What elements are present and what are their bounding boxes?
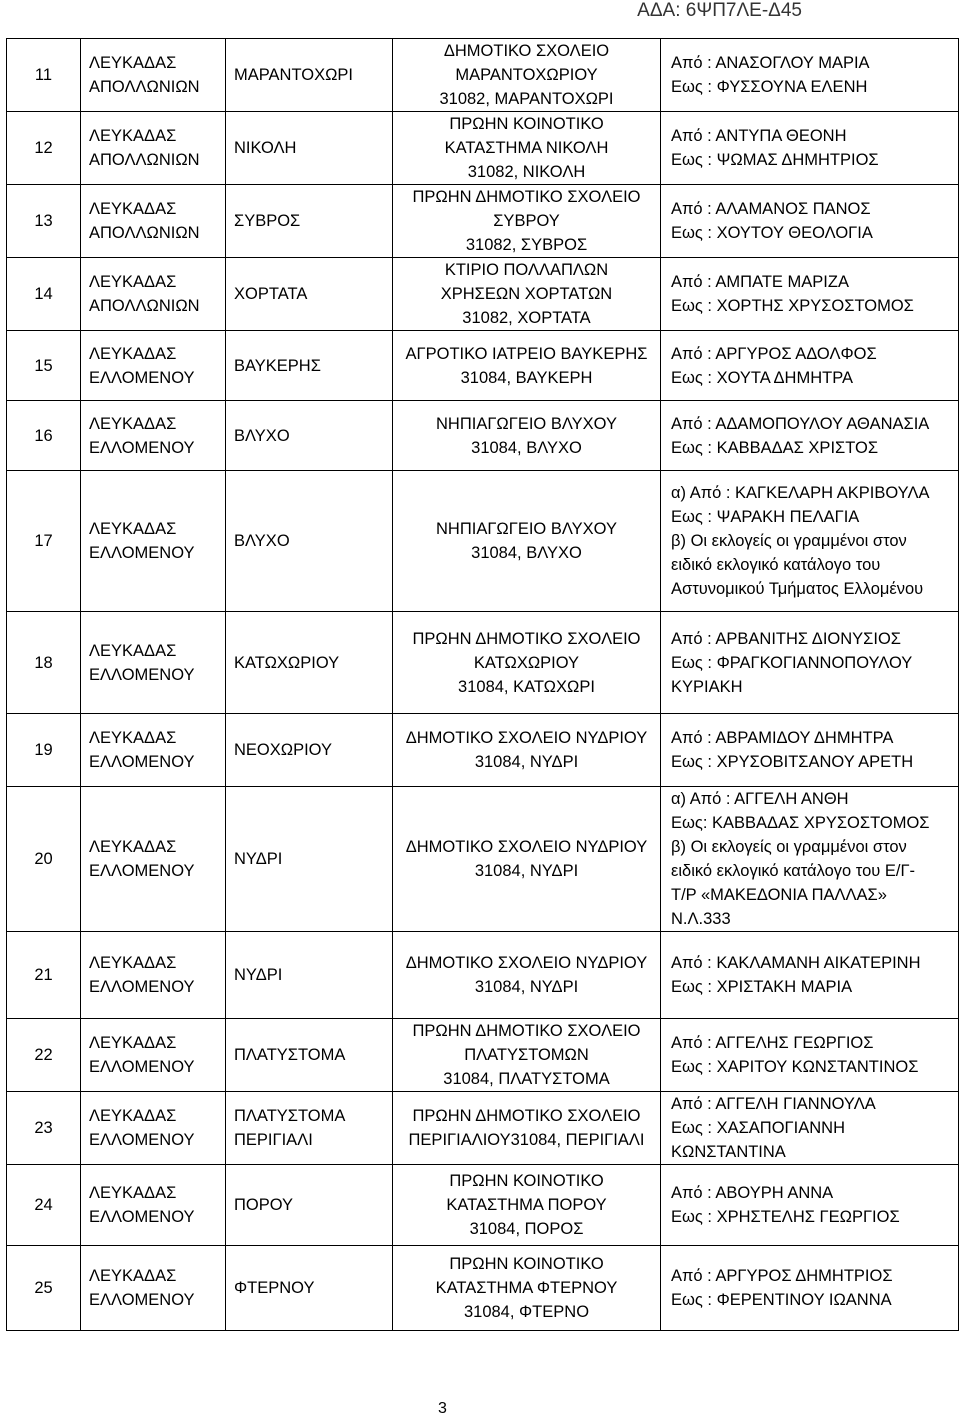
cell-line: ΛΕΥΚΑΔΑΣ bbox=[89, 729, 177, 747]
cell-line: Από : ΑΔΑΜΟΠΟΥΛΟΥ ΑΘΑΝΑΣΙΑ bbox=[671, 414, 930, 433]
municipality-cell bbox=[81, 1246, 226, 1331]
cell-line: ΕΛΛΟΜΕΝΟΥ bbox=[89, 978, 195, 996]
cell-line: ΠΛΑΤΥΣΤΟΜΑ bbox=[234, 1046, 346, 1064]
row-number-cell: 23 bbox=[7, 1092, 81, 1165]
voter-range-cell bbox=[661, 258, 959, 331]
cell-line: Εως : ΧΟΥΤΑ ΔΗΜΗΤΡΑ bbox=[671, 368, 853, 387]
cell-line: ΚΥΡΙΑΚΗ bbox=[671, 677, 743, 696]
cell-line: 31084, ΝΥΔΡΙ bbox=[474, 862, 579, 880]
cell-line: ΛΕΥΚΑΔΑΣ bbox=[89, 1107, 177, 1125]
station-address-cell bbox=[393, 112, 661, 185]
municipality-cell bbox=[81, 1092, 226, 1165]
municipality-cell bbox=[81, 331, 226, 401]
cell-line: ΚΩΝΣΤΑΝΤΙΝΑ bbox=[671, 1143, 786, 1161]
cell-line: ΒΛΥΧΟ bbox=[234, 532, 290, 550]
cell-line: ΑΠΟΛΛΩΝΙΩΝ bbox=[89, 78, 200, 96]
table-row bbox=[7, 1019, 959, 1092]
cell-line: ΑΠΟΛΛΩΝΙΩΝ bbox=[89, 151, 200, 169]
cell-line: ΠΡΩΗΝ ΔΗΜΟΤΙΚΟ ΣΧΟΛΕΙΟ bbox=[412, 1022, 641, 1040]
voter-range-cell bbox=[661, 331, 959, 401]
cell-line: ΔΗΜΟΤΙΚΟ ΣΧΟΛΕΙΟ ΝΥΔΡΙΟΥ bbox=[405, 954, 648, 972]
station-address-cell bbox=[393, 185, 661, 258]
cell-line: ΛΕΥΚΑΔΑΣ bbox=[89, 1034, 177, 1052]
locality-cell bbox=[226, 1092, 393, 1165]
station-address-cell bbox=[393, 714, 661, 787]
cell-line: ΝΥΔΡΙ bbox=[234, 966, 283, 984]
table-row bbox=[7, 932, 959, 1019]
cell-line: Εως : ΧΑΡΙΤΟΥ ΚΩΝΣΤΑΝΤΙΝΟΣ bbox=[671, 1058, 919, 1076]
cell-line: ΕΛΛΟΜΕΝΟΥ bbox=[89, 438, 195, 457]
municipality-cell bbox=[81, 714, 226, 787]
polling-stations-table bbox=[6, 38, 959, 1331]
row-number-cell: 17 bbox=[7, 471, 81, 612]
cell-line: ΛΕΥΚΑΔΑΣ bbox=[89, 1184, 177, 1202]
cell-line: ΦΤΕΡΝΟΥ bbox=[234, 1279, 315, 1297]
locality-cell bbox=[226, 787, 393, 932]
row-number-cell: 21 bbox=[7, 932, 81, 1019]
cell-line: Από : ΑΝΤΥΠΑ ΘΕΟΝΗ bbox=[671, 127, 847, 145]
cell-line: Εως : ΧΡΥΣΟΒΙΤΣΑΝΟΥ ΑΡΕΤΗ bbox=[671, 753, 914, 771]
cell-line: ΕΛΛΟΜΕΝΟΥ bbox=[89, 753, 195, 771]
cell-line: ΝΗΠΙΑΓΩΓΕΙΟ ΒΛΥΧΟΥ bbox=[436, 414, 617, 433]
station-address-cell bbox=[393, 401, 661, 471]
cell-line: Εως : ΧΟΡΤΗΣ ΧΡΥΣΟΣΤΟΜΟΣ bbox=[671, 297, 914, 315]
station-address-cell bbox=[393, 1165, 661, 1246]
cell-line: Από : ΚΑΚΛΑΜΑΝΗ ΑΙΚΑΤΕΡΙΝΗ bbox=[671, 954, 921, 972]
voter-range-cell bbox=[661, 185, 959, 258]
cell-line: ΕΛΛΟΜΕΝΟΥ bbox=[89, 544, 195, 562]
station-address-cell bbox=[393, 1019, 661, 1092]
table-row bbox=[7, 258, 959, 331]
cell-line: Από : ΑΒΟΥΡΗ ΑΝΝΑ bbox=[671, 1184, 834, 1202]
cell-line: ΛΕΥΚΑΔΑΣ bbox=[89, 838, 177, 856]
cell-line: Εως : ΦΡΑΓΚΟΓΙΑΝΝΟΠΟΥΛΟΥ bbox=[671, 653, 913, 672]
cell-line: ΔΗΜΟΤΙΚΟ ΣΧΟΛΕΙΟ bbox=[443, 42, 610, 60]
cell-line: ΑΠΟΛΛΩΝΙΩΝ bbox=[89, 224, 200, 242]
voter-range-cell bbox=[661, 714, 959, 787]
cell-line: ΝΕΟΧΩΡΙΟΥ bbox=[234, 741, 332, 759]
cell-line: α) Από : ΚΑΓΚΕΛΑΡΗ ΑΚΡΙΒΟΥΛΑ bbox=[671, 484, 930, 502]
cell-line: ΛΕΥΚΑΔΑΣ bbox=[89, 1267, 177, 1285]
locality-cell bbox=[226, 331, 393, 401]
cell-line: Από : ΑΓΓΕΛΗΣ ΓΕΩΡΓΙΟΣ bbox=[671, 1034, 874, 1052]
cell-line: Από : ΑΡΓΥΡΟΣ ΔΗΜΗΤΡΙΟΣ bbox=[671, 1267, 893, 1285]
cell-line: 31084, ΦΤΕΡΝΟ bbox=[463, 1303, 590, 1321]
cell-line: Τ/Ρ «ΜΑΚΕΔΟΝΙΑ ΠΑΛΛΑΣ» bbox=[671, 886, 887, 904]
voter-range-cell bbox=[661, 471, 959, 612]
station-address-cell bbox=[393, 1092, 661, 1165]
cell-line: 31082, ΧΟΡΤΑΤΑ bbox=[462, 309, 591, 327]
locality-cell bbox=[226, 112, 393, 185]
cell-line: Από : ΑΒΡΑΜΙΔΟΥ ΔΗΜΗΤΡΑ bbox=[671, 729, 894, 747]
table-row bbox=[7, 612, 959, 714]
cell-line: ΕΛΛΟΜΕΝΟΥ bbox=[89, 1131, 195, 1149]
row-number-cell: 12 bbox=[7, 112, 81, 185]
locality-cell bbox=[226, 39, 393, 112]
cell-line: ΚΑΤΑΣΤΗΜΑ ΝΙΚΟΛΗ bbox=[444, 139, 609, 157]
cell-line: 31084, ΝΥΔΡΙ bbox=[474, 753, 579, 771]
table-row bbox=[7, 112, 959, 185]
station-address-cell bbox=[393, 787, 661, 932]
voter-range-cell bbox=[661, 612, 959, 714]
cell-line: 31084, ΠΟΡΟΣ bbox=[469, 1220, 584, 1238]
station-address-cell bbox=[393, 258, 661, 331]
cell-line: Εως : ΧΑΣΑΠΟΓΙΑΝΝΗ bbox=[671, 1119, 845, 1137]
cell-line: 31084, ΝΥΔΡΙ bbox=[474, 978, 579, 996]
cell-line: α) Από : ΑΓΓΕΛΗ ΑΝΘΗ bbox=[671, 790, 849, 808]
municipality-cell bbox=[81, 185, 226, 258]
table-row bbox=[7, 787, 959, 932]
cell-line: Εως: ΚΑΒΒΑΔΑΣ ΧΡΥΣΟΣΤΟΜΟΣ bbox=[671, 814, 930, 832]
cell-line: Εως : ΧΡΗΣΤΕΛΗΣ ΓΕΩΡΓΙΟΣ bbox=[671, 1208, 900, 1226]
cell-line: ΚΑΤΑΣΤΗΜΑ ΠΟΡΟΥ bbox=[446, 1196, 607, 1214]
station-address-cell bbox=[393, 932, 661, 1019]
voter-range-cell bbox=[661, 1092, 959, 1165]
locality-cell bbox=[226, 932, 393, 1019]
municipality-cell bbox=[81, 787, 226, 932]
cell-line: ΕΛΛΟΜΕΝΟΥ bbox=[89, 1058, 195, 1076]
cell-line: ΔΗΜΟΤΙΚΟ ΣΧΟΛΕΙΟ ΝΥΔΡΙΟΥ bbox=[405, 729, 648, 747]
voter-range-cell bbox=[661, 787, 959, 932]
locality-cell bbox=[226, 185, 393, 258]
row-number-cell: 20 bbox=[7, 787, 81, 932]
cell-line: ΕΛΛΟΜΕΝΟΥ bbox=[89, 1208, 195, 1226]
cell-line: Από : ΑΛΑΜΑΝΟΣ ΠΑΝΟΣ bbox=[671, 200, 871, 218]
locality-cell bbox=[226, 401, 393, 471]
cell-line: ΕΛΛΟΜΕΝΟΥ bbox=[89, 665, 195, 684]
cell-line: β) Οι εκλογείς οι γραμμένοι στον bbox=[671, 532, 907, 550]
cell-line: ΛΕΥΚΑΔΑΣ bbox=[89, 127, 177, 145]
cell-line: ΝΙΚΟΛΗ bbox=[234, 139, 297, 157]
cell-line: Από : ΑΜΠΑΤΕ ΜΑΡΙΖΑ bbox=[671, 273, 849, 291]
locality-cell bbox=[226, 471, 393, 612]
municipality-cell bbox=[81, 39, 226, 112]
table-row bbox=[7, 471, 959, 612]
row-number-cell: 15 bbox=[7, 331, 81, 401]
cell-line: Εως : ΧΟΥΤΟΥ ΘΕΟΛΟΓΙΑ bbox=[671, 224, 873, 242]
cell-line: ΚΑΤΑΣΤΗΜΑ ΦΤΕΡΝΟΥ bbox=[435, 1279, 618, 1297]
cell-line: ΠΡΩΗΝ ΚΟΙΝΟΤΙΚΟ bbox=[449, 1255, 604, 1273]
cell-line: ΛΕΥΚΑΔΑΣ bbox=[89, 200, 177, 218]
row-number-cell: 24 bbox=[7, 1165, 81, 1246]
cell-line: ΚΑΤΩΧΩΡΙΟΥ bbox=[473, 653, 580, 672]
cell-line: Από : ΑΝΑΣΟΓΛΟΥ ΜΑΡΙΑ bbox=[671, 54, 870, 72]
cell-line: ΠΛΑΤΥΣΤΟΜΩΝ bbox=[464, 1046, 589, 1064]
municipality-cell bbox=[81, 401, 226, 471]
table-row bbox=[7, 185, 959, 258]
station-address-cell bbox=[393, 1246, 661, 1331]
voter-range-cell bbox=[661, 932, 959, 1019]
cell-line: ΕΛΛΟΜΕΝΟΥ bbox=[89, 1291, 195, 1309]
cell-line: Εως : ΨΑΡΑΚΗ ΠΕΛΑΓΙΑ bbox=[671, 508, 860, 526]
municipality-cell bbox=[81, 112, 226, 185]
cell-line: ΛΕΥΚΑΔΑΣ bbox=[89, 954, 177, 972]
cell-line: β) Οι εκλογείς οι γραμμένοι στον bbox=[671, 838, 907, 856]
cell-line: ΠΛΑΤΥΣΤΟΜΑ bbox=[234, 1107, 346, 1125]
cell-line: ΔΗΜΟΤΙΚΟ ΣΧΟΛΕΙΟ ΝΥΔΡΙΟΥ bbox=[405, 838, 648, 856]
municipality-cell bbox=[81, 612, 226, 714]
voter-range-cell bbox=[661, 39, 959, 112]
voter-range-cell bbox=[661, 1019, 959, 1092]
cell-line: ΛΕΥΚΑΔΑΣ bbox=[89, 344, 177, 363]
cell-line: ΛΕΥΚΑΔΑΣ bbox=[89, 414, 177, 433]
voter-range-cell bbox=[661, 1246, 959, 1331]
table-row bbox=[7, 39, 959, 112]
cell-line: ΚΑΤΩΧΩΡΙΟΥ bbox=[234, 653, 340, 672]
cell-line: ΠΡΩΗΝ ΔΗΜΟΤΙΚΟ ΣΧΟΛΕΙΟ bbox=[412, 629, 641, 648]
cell-line: Από : ΑΡΒΑΝΙΤΗΣ ΔΙΟΝΥΣΙΟΣ bbox=[671, 629, 901, 648]
cell-line: 31082, ΝΙΚΟΛΗ bbox=[467, 163, 586, 181]
cell-line: 31082, ΜΑΡΑΝΤΟΧΩΡΙ bbox=[439, 90, 614, 108]
cell-line: ΛΕΥΚΑΔΑΣ bbox=[89, 54, 177, 72]
row-number-cell: 25 bbox=[7, 1246, 81, 1331]
municipality-cell bbox=[81, 932, 226, 1019]
row-number-cell: 13 bbox=[7, 185, 81, 258]
row-number-cell: 14 bbox=[7, 258, 81, 331]
cell-line: ΛΕΥΚΑΔΑΣ bbox=[89, 520, 177, 538]
cell-line: Αστυνομικού Τμήματος Ελλομένου bbox=[671, 580, 924, 598]
cell-line: ΒΑΥΚΕΡΗΣ bbox=[234, 356, 321, 375]
row-number-cell: 19 bbox=[7, 714, 81, 787]
row-number-cell: 16 bbox=[7, 401, 81, 471]
cell-line: Εως : ΧΡΙΣΤΑΚΗ ΜΑΡΙΑ bbox=[671, 978, 853, 996]
cell-line: ΠΡΩΗΝ ΚΟΙΝΟΤΙΚΟ bbox=[449, 1172, 604, 1190]
cell-line: ΣΥΒΡΟΥ bbox=[493, 212, 560, 230]
station-address-cell bbox=[393, 39, 661, 112]
voter-range-cell bbox=[661, 401, 959, 471]
cell-line: ΕΛΛΟΜΕΝΟΥ bbox=[89, 368, 195, 387]
table-row bbox=[7, 1165, 959, 1246]
station-address-cell bbox=[393, 612, 661, 714]
page-number: 3 bbox=[438, 1400, 447, 1417]
cell-line: ΠΡΩΗΝ ΔΗΜΟΤΙΚΟ ΣΧΟΛΕΙΟ bbox=[412, 188, 641, 206]
locality-cell bbox=[226, 1246, 393, 1331]
cell-line: ΛΕΥΚΑΔΑΣ bbox=[89, 273, 177, 291]
table-row bbox=[7, 1092, 959, 1165]
cell-line: Ν.Λ.333 bbox=[671, 910, 731, 928]
cell-line: ΧΡΗΣΕΩΝ ΧΟΡΤΑΤΩΝ bbox=[440, 285, 613, 303]
cell-line: ΧΟΡΤΑΤΑ bbox=[234, 285, 308, 303]
locality-cell bbox=[226, 1019, 393, 1092]
municipality-cell bbox=[81, 1019, 226, 1092]
cell-line: ΝΗΠΙΑΓΩΓΕΙΟ ΒΛΥΧΟΥ bbox=[436, 520, 617, 538]
table-row bbox=[7, 1246, 959, 1331]
cell-line: Εως : ΦΥΣΣΟΥΝΑ ΕΛΕΝΗ bbox=[671, 78, 868, 96]
municipality-cell bbox=[81, 1165, 226, 1246]
cell-line: ειδικό εκλογικό κατάλογο του Ε/Γ- bbox=[671, 862, 916, 880]
cell-line: Από : ΑΓΓΕΛΗ ΓΙΑΝΝΟΥΛΑ bbox=[671, 1095, 876, 1113]
cell-line: ΠΕΡΙΓΙΑΛΙ bbox=[234, 1131, 313, 1149]
cell-line: 31084, ΠΛΑΤΥΣΤΟΜΑ bbox=[443, 1070, 610, 1088]
cell-line: ΑΠΟΛΛΩΝΙΩΝ bbox=[89, 297, 200, 315]
locality-cell bbox=[226, 1165, 393, 1246]
cell-line: ΠΡΩΗΝ ΔΗΜΟΤΙΚΟ ΣΧΟΛΕΙΟ bbox=[412, 1107, 641, 1125]
cell-line: ΕΛΛΟΜΕΝΟΥ bbox=[89, 862, 195, 880]
locality-cell bbox=[226, 714, 393, 787]
municipality-cell bbox=[81, 471, 226, 612]
ada-code: ΑΔΑ: 6ΨΠ7ΛΕ-Δ45 bbox=[637, 0, 802, 21]
table-row bbox=[7, 401, 959, 471]
cell-line: 31084, ΚΑΤΩΧΩΡΙ bbox=[458, 677, 595, 696]
voter-range-cell bbox=[661, 112, 959, 185]
cell-line: ΜΑΡΑΝΤΟΧΩΡΙΟΥ bbox=[455, 66, 598, 84]
cell-line: Εως : ΚΑΒΒΑΔΑΣ ΧΡΙΣΤΟΣ bbox=[671, 438, 879, 457]
cell-line: ΜΑΡΑΝΤΟΧΩΡΙ bbox=[234, 66, 353, 84]
station-address-cell bbox=[393, 471, 661, 612]
cell-line: ΒΛΥΧΟ bbox=[234, 426, 290, 445]
row-number-cell: 22 bbox=[7, 1019, 81, 1092]
cell-line: 31084, ΒΛΥΧΟ bbox=[471, 544, 582, 562]
locality-cell bbox=[226, 258, 393, 331]
municipality-cell bbox=[81, 258, 226, 331]
locality-cell bbox=[226, 612, 393, 714]
cell-line: ΣΥΒΡΟΣ bbox=[234, 212, 301, 230]
voter-range-cell bbox=[661, 1165, 959, 1246]
row-number-cell: 11 bbox=[7, 39, 81, 112]
cell-line: ΛΕΥΚΑΔΑΣ bbox=[89, 641, 177, 660]
cell-line: ΠΡΩΗΝ ΚΟΙΝΟΤΙΚΟ bbox=[449, 115, 604, 133]
cell-line: ειδικό εκλογικό κατάλογο του bbox=[671, 556, 881, 574]
station-address-cell bbox=[393, 331, 661, 401]
cell-line: Από : ΑΡΓΥΡΟΣ ΑΔΟΛΦΟΣ bbox=[671, 344, 877, 363]
row-number-cell: 18 bbox=[7, 612, 81, 714]
cell-line: 31084, ΒΛΥΧΟ bbox=[471, 438, 582, 457]
cell-line: ΚΤΙΡΙΟ ΠΟΛΛΑΠΛΩΝ bbox=[444, 261, 609, 279]
cell-line: Εως : ΦΕΡΕΝΤΙΝΟΥ ΙΩΑΝΝΑ bbox=[671, 1291, 892, 1309]
cell-line: ΑΓΡΟΤΙΚΟ ΙΑΤΡΕΙΟ ΒΑΥΚΕΡΗΣ bbox=[405, 344, 648, 363]
cell-line: ΠΟΡΟΥ bbox=[234, 1196, 294, 1214]
cell-line: Εως : ΨΩΜΑΣ ΔΗΜΗΤΡΙΟΣ bbox=[671, 151, 879, 169]
cell-line: ΠΕΡΙΓΙΑΛΙΟΥ31084, ΠΕΡΙΓΙΑΛΙ bbox=[408, 1131, 645, 1149]
table-row bbox=[7, 331, 959, 401]
table-row bbox=[7, 714, 959, 787]
cell-line: 31084, ΒΑΥΚΕΡΗ bbox=[460, 368, 593, 387]
cell-line: 31082, ΣΥΒΡΟΣ bbox=[465, 236, 588, 254]
cell-line: ΝΥΔΡΙ bbox=[234, 850, 283, 868]
